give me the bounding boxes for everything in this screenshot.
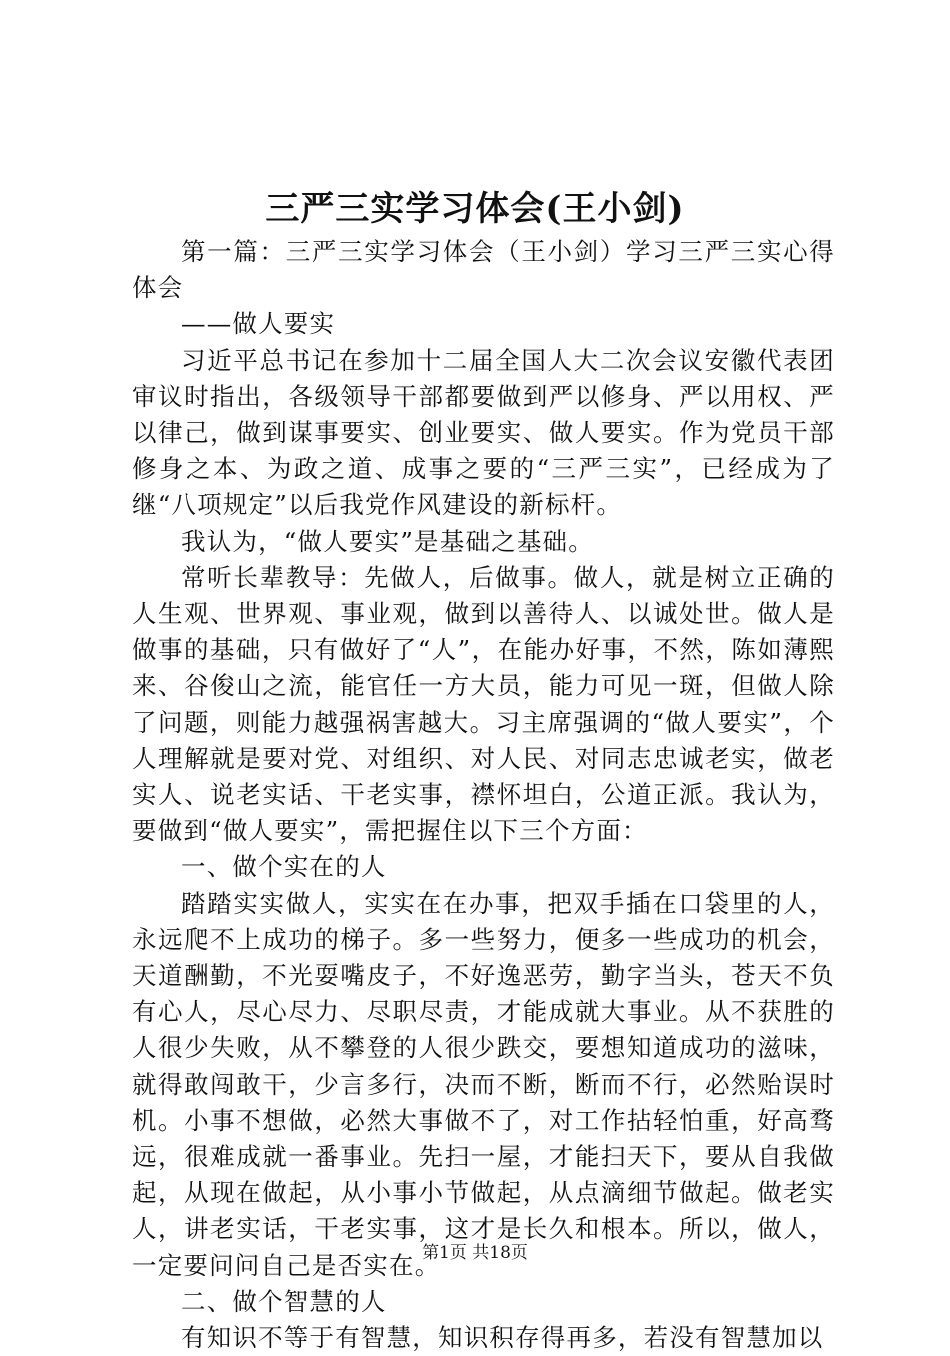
section-heading: 二、做个智慧的人 [181, 1286, 387, 1316]
paragraph: 常听长辈教导：先做人，后做事。做人，就是树立正确的人生观、世界观、事业观，做到以善待人、以诚处世。做人是做事的基础，只有做好了“人”，在能办好事，不然，陈如薄熙来、谷俊山之流，能官任一方大员，能力可见一斑，但做人除了问题，则能力越强祸害越大。习主席强调的“做人要实”，个人理解就是要对党、对组织、对人民、对同志忠诚老实，做老实人、说老实话、干老实事，襟怀坦白，公道正派。我认为，要做到“做人要实”，需把握住以下三个方面： [132, 562, 835, 846]
paragraph: 有知识不等于有智慧，知识积存得再多，若没有智慧加以 [181, 1323, 824, 1353]
paragraph-heading: 第一篇：三严三实学习体会（王小剑）学习三严三实心得体会 [132, 237, 835, 303]
paragraph: 我认为，“做人要实”是基础之基础。 [181, 526, 594, 556]
paragraph: 踏踏实实做人，实实在在办事，把双手插在口袋里的人，永远爬不上成功的梯子。多一些努力，便多一些成功的机会，天道酬勤，不光耍嘴皮子，不好逸恶劳，勤字当头，苍天不负有心人，尽心尽力、尽职尽责，才能成就大事业。从不获胜的人很少失败，从不攀登的人很少跌交，要想知道成功的滋味，就得敢闯敢干，少言多行，决而不断，断而不行，必然贻误时机。小事不想做，必然大事做不了，对工作拈轻怕重，好高骛远，很难成就一番事业。先扫一屋，才能扫天下，要从自我做起，从现在做起，从小事小节做起，从点滴细节做起。做老实人，讲老实话，干老实事，这才是长久和根本。所以，做人，一定要问问自己是否实在。 [132, 888, 835, 1280]
paragraph: 习近平总书记在参加十二届全国人大二次会议安徽代表团审议时指出，各级领导干部都要做到严以修身、严以用权、严以律己，做到谋事要实、创业要实、做人要实。作为党员干部修身之本、为政之道、成事之要的“三严三实”，已经成为了继“八项规定”以后我党作风建设的新标杆。 [132, 345, 835, 520]
section-heading: 一、做个实在的人 [181, 852, 387, 882]
paragraph-subtitle: ——做人要实 [181, 309, 336, 339]
page-footer: 第1页 共18页 [422, 1243, 528, 1263]
document-body [132, 234, 835, 1356]
document-title: 三严三实学习体会(王小剑) [265, 189, 685, 229]
